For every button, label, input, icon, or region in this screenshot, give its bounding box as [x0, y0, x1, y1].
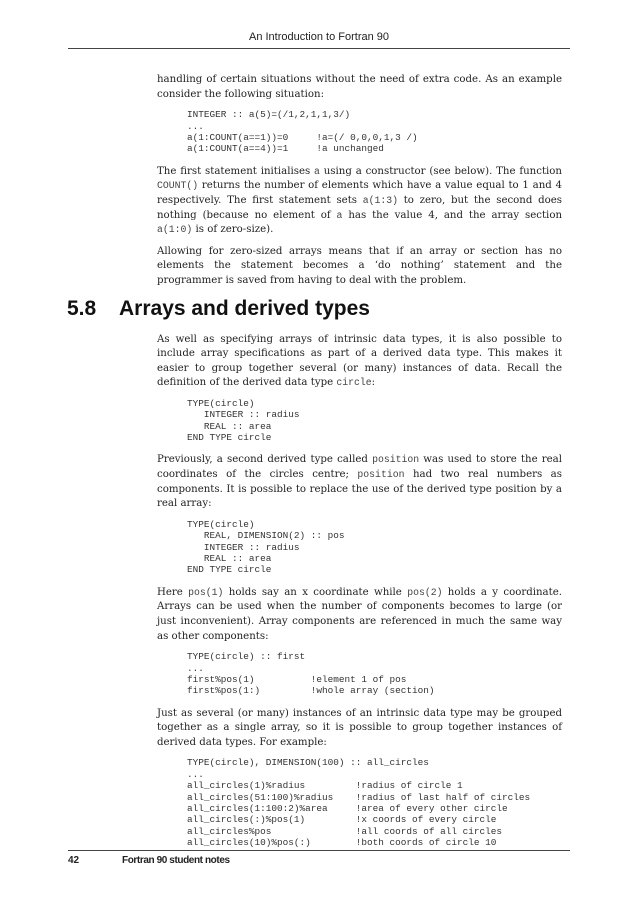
inline-code: position — [357, 469, 405, 481]
paragraph-derived-intro — [157, 333, 562, 391]
code-line: REAL :: area — [187, 552, 272, 564]
page-number: 42 — [68, 855, 80, 866]
code-line: INTEGER :: a(5)=(/1,2,1,1,3/) — [187, 109, 351, 121]
code-line: TYPE(circle) — [187, 397, 255, 409]
inline-code: a — [336, 209, 343, 221]
inline-code: a(1:3) — [362, 194, 398, 206]
section-heading — [67, 296, 567, 322]
code-line: all_circles%pos !all coords of all circles — [187, 825, 503, 837]
footer-title: Fortran 90 student notes — [122, 855, 230, 866]
inline-code: a(1:0) — [157, 224, 193, 236]
code-line: first%pos(1) !element 1 of pos — [187, 673, 407, 685]
page-body — [67, 73, 563, 859]
paragraph-position-type — [157, 453, 562, 511]
text-run: using a constructor (see below). The function — [319, 165, 562, 177]
paragraph-handling: handling of certain situations without the need of extra code. As an example consider the following situation: — [157, 74, 562, 100]
inline-code: position — [372, 454, 420, 466]
footer-rule — [68, 850, 570, 851]
code-block-count-example — [187, 109, 562, 155]
text-run: to zero, but the second does nothing (because no element of — [157, 194, 562, 221]
inline-code: pos(1) — [188, 586, 224, 598]
code-line: ... — [187, 662, 204, 674]
text-run: Previously, a second derived type called — [157, 454, 373, 466]
footer — [68, 855, 230, 866]
inline-code: a — [314, 165, 320, 177]
text-run: holds a y coordinate. Arrays can be used when the number of components becomes to large (or just inconvenient). Array components are referenced in much the same way as other components: — [157, 586, 562, 642]
inline-code: circle — [336, 377, 372, 389]
paragraph-pos-components — [157, 586, 562, 644]
code-line: REAL :: area — [187, 420, 272, 432]
code-line: all_circles(1)%radius !radius of circle 1 — [187, 780, 463, 792]
paragraph-group-instances: Just as several (or many) instances of an intrinsic data type may be grouped together as a single array, so it is possible to group together instances of derived data types. For example: — [157, 707, 562, 748]
code-line: all_circles(1:100:2)%area !area of every other circle — [187, 803, 508, 815]
code-line: REAL, DIMENSION(2) :: pos — [187, 530, 345, 542]
paragraph-zero-sized: Allowing for zero-sized arrays means that if an array or section has no elements the statement becomes a ‘do nothing’ statement and the programmer is saved from having to deal with the problem. — [157, 245, 562, 286]
text-run: is of zero-size). — [192, 224, 274, 236]
code-line: all_circles(:)%pos(1) !x coords of every circle — [187, 814, 497, 826]
section-title: Arrays and derived types — [119, 296, 370, 320]
code-line: all_circles(10)%pos(:) !both coords of circle 10 — [187, 837, 497, 849]
code-line: END TYPE circle — [187, 432, 272, 444]
code-line: END TYPE circle — [187, 564, 272, 576]
text-run: The first statement initialises — [157, 165, 315, 177]
inline-code: pos(2) — [407, 586, 443, 598]
code-line: INTEGER :: radius — [187, 409, 300, 421]
paragraph-first-statement — [157, 165, 562, 238]
code-line: ... — [187, 768, 204, 780]
code-line: a(1:COUNT(a==4))=1 !a unchanged — [187, 143, 384, 155]
code-block-all-circles — [187, 757, 562, 848]
running-header: An Introduction to Fortran 90 — [248, 31, 390, 43]
text-run: As well as specifying arrays of intrinsic data types, it is also possible to include array specifications as part of a derived data type. This makes it easier to group together several (or many) instances of data. Recall the definition of the derived data type — [157, 333, 562, 389]
section-number: 5.8 — [67, 296, 97, 320]
code-line: TYPE(circle) — [187, 518, 255, 530]
text-run: : — [371, 377, 376, 389]
code-line: all_circles(51:100)%radius !radius of last half of circles — [187, 791, 531, 803]
code-block-circle-type — [187, 398, 562, 444]
code-line: a(1:COUNT(a==1))=0 !a=(/ 0,0,0,1,3 /) — [187, 131, 418, 143]
code-block-circle-pos-type — [187, 519, 562, 576]
code-line: INTEGER :: radius — [187, 541, 300, 553]
text-run: holds say an x coordinate while — [223, 586, 408, 598]
text-run: returns the number of elements which have a value equal to 1 and 4 respectively. The first statement sets — [157, 180, 562, 206]
text-run: has the value 4, and the array section — [342, 209, 563, 221]
code-line: TYPE(circle), DIMENSION(100) :: all_circles — [187, 757, 429, 769]
text-run: Here — [157, 586, 189, 598]
code-line: ... — [187, 120, 204, 132]
text-run: was used to store the real coordinates of the circles centre; — [157, 454, 562, 481]
code-line: TYPE(circle) :: first — [187, 651, 306, 663]
code-block-first-pos — [187, 651, 562, 697]
text-run: had two real numbers as components. It is possible to replace the use of the derived type position by a real array: — [157, 469, 562, 510]
inline-code: COUNT() — [157, 180, 199, 192]
header-rule — [68, 48, 570, 49]
code-line: first%pos(1:) !whole array (section) — [187, 685, 435, 697]
